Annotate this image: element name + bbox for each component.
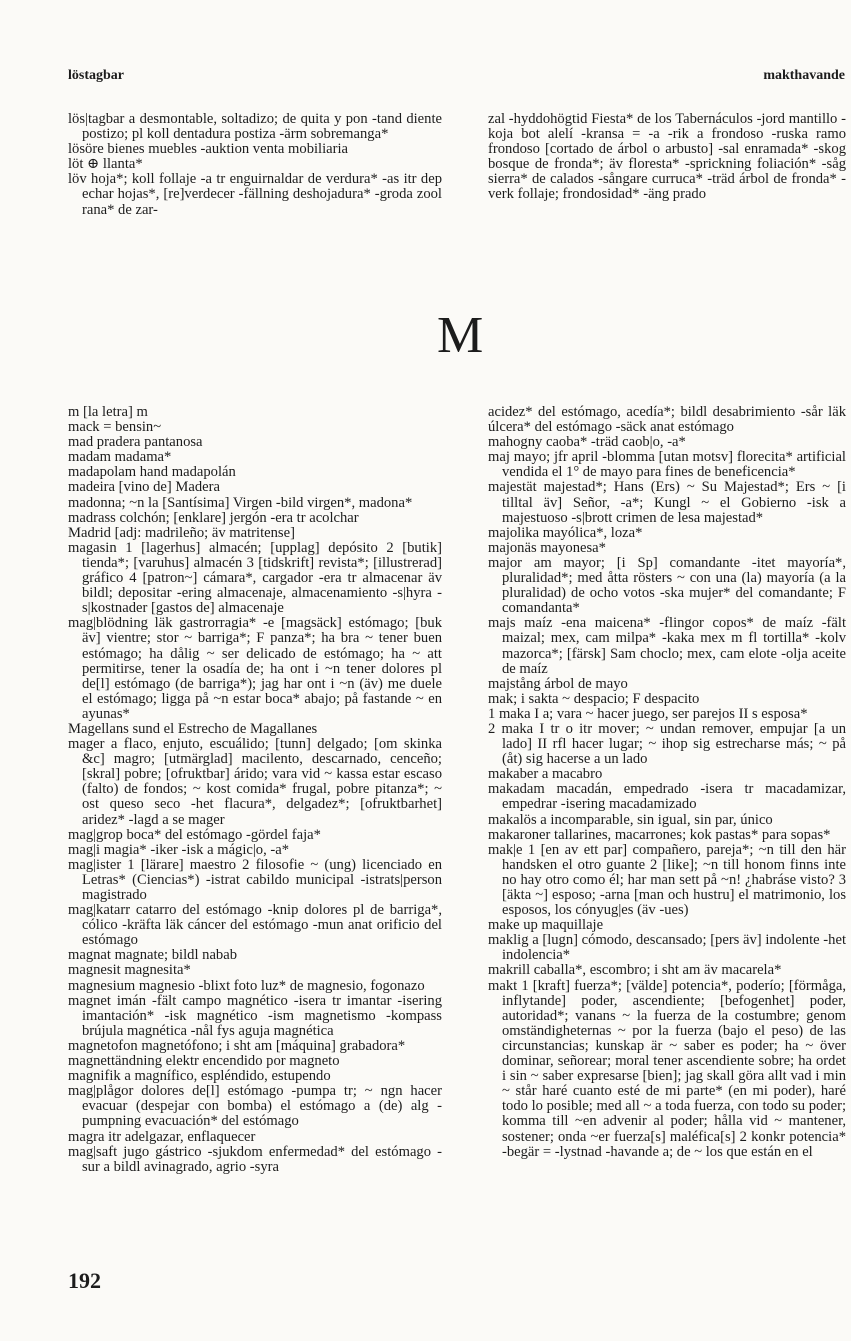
dictionary-entry: makadam macadán, empedrado -isera tr macadamizar, empedrar -isering macadamizado xyxy=(488,781,846,813)
dictionary-entry: mag|ister 1 [lärare] maestro 2 filosofie ~ (ung) licenciado en Letras* (Ciencias*) -istrat cabildo municipal -istrats|person magistrado xyxy=(68,856,442,903)
dictionary-entry: majonäs mayonesa* xyxy=(488,539,606,556)
dictionary-entry: magnetofon magnetófono; i sht am [máquina] grabadora* xyxy=(68,1037,406,1054)
dictionary-entry: makalös a incomparable, sin igual, sin par, único xyxy=(488,811,773,828)
dictionary-entry: magnat magnate; bildl nabab xyxy=(68,947,237,964)
dictionary-entry: magnifik a magnífico, espléndido, estupendo xyxy=(68,1068,331,1085)
dictionary-entry: majstång árbol de mayo xyxy=(488,675,628,692)
section-letter: M xyxy=(437,307,484,364)
dictionary-entry: majestät majestad*; Hans (Ers) ~ Su Majestad*; Ers ~ [i tilltal äv] Señor, -a*; Kungl ~ el Gobierno -isk a majestuoso -s|brott crimen de lesa majestad* xyxy=(488,479,846,526)
dictionary-entry: mager a flaco, enjuto, escuálido; [tunn] delgado; [om skinka &c] magro; [utmärglad] macilento, descarnado, cenceño; [skral] pobre; [ofruktbar] árido; vara vid ~ kassa estar escaso (falto) de fondos; ~ kost comida* frugal, pobre pitanza*; ~ ost queso seco -het flacura*, delgadez*; [ofruktbarhet] aridez* -lagd a se mager xyxy=(68,736,442,828)
dictionary-entry: Madrid [adj: madrileño; äv matritense] xyxy=(68,524,295,541)
dictionary-entry: magnet imán -fält campo magnético -isera tr imantar -isering imantación* -isk magnético -ism magnetismo -kompass brújula magnética -nål fys aguja magnética xyxy=(68,992,442,1039)
right-guide-word: makthavande xyxy=(763,68,845,83)
page-number: 192 xyxy=(68,1268,101,1293)
dictionary-entry: magasin 1 [lagerhus] almacén; [upplag] depósito 2 [butik] tienda*; [varuhus] almacén 3 [tidskrift] revista*; [illustrerad] gráfico 4 [patron~] cámara*, cargador -era tr almacenar äv bildl; depositar -ering almacenaje, almacenamiento -s|hyra -s|kostnader [gastos de] almacenaje xyxy=(68,539,442,617)
dictionary-entry: mack = bensin~ xyxy=(68,419,162,436)
dictionary-entry: maj mayo; jfr april -blomma [utan motsv] florecita* artificial vendida el 1° de mayo para fines de beneficencia* xyxy=(488,449,846,481)
dictionary-entry: löv hoja*; koll follaje -a tr enguirnaldar de verdura* -as itr dep echar hojas*, [re]verdecer -fällning deshojadura* -groda zool rana* de zar- xyxy=(68,171,442,218)
dictionary-entry: mag|katarr catarro del estómago -knip dolores pl de barriga*, cólico -kräfta läk cáncer del estómago -mun anat orificio del estómago xyxy=(68,902,442,949)
dictionary-entry: lösöre bienes muebles -auktion venta mobiliaria xyxy=(68,141,349,158)
dictionary-entry: 1 maka I a; vara ~ hacer juego, ser parejos II s esposa* xyxy=(488,705,808,722)
dictionary-entry: make up maquillaje xyxy=(488,917,604,934)
dictionary-entry: majs maíz -ena maicena* -flingor copos* de maíz -fält maizal; mex, cam milpa* -kaka mex m fl tortilla* -kolv mazorca*; [färsk] Sam choclo; mex, cam elote -olja aceite de maíz xyxy=(488,615,846,677)
dictionary-entry: mag|i magia* -iker -isk a mágic|o, -a* xyxy=(68,841,290,858)
dictionary-entry: mag|saft jugo gástrico -sjukdom enfermedad* del estómago -sur a bildl avinagrado, agrio -syra xyxy=(68,1143,442,1175)
dictionary-entry: mahogny caoba* -träd caob|o, -a* xyxy=(488,434,686,451)
dictionary-entry: mag|grop boca* del estómago -gördel faja* xyxy=(68,826,321,843)
dictionary-entry: mag|blödning läk gastrorragia* -e [magsäck] estómago; [buk äv] vientre; stor ~ barriga*; F panza*; ha bra ~ tener buen estómago; ha dålig ~ ser delicado de estómago; ha ~ att permitirse, tener la osadía de; ha ont i ~n tener dolores pl de[l] estómago (de barriga*); jag har ont i ~n (äv) me duele el estómago; ligga på ~n estar boca* abajo; på fastande ~ en ayunas* xyxy=(68,615,442,722)
dictionary-entry: majolika mayólica*, loza* xyxy=(488,524,643,541)
dictionary-entry: magra itr adelgazar, enflaquecer xyxy=(68,1128,256,1145)
dictionary-entry: magnesium magnesio -blixt foto luz* de magnesio, fogonazo xyxy=(68,977,425,994)
dictionary-entry: makaber a macabro xyxy=(488,766,603,783)
dictionary-entry: magnettändning elektr encendido por magneto xyxy=(68,1053,340,1070)
dictionary-entry: zal -hyddohögtid Fiesta* de los Tabernáculos -jord mantillo -koja bot alelí -kransa = -a -rik a frondoso -ruska ramo frondoso [cortado de árbol o arbusto] -sal enramada* -skog bosque de fronda*; äv floresta* -sprickning foliación* -såg sierra* de calados -sångare curruca* -träd árbol de fronda* -verk follaje; frondosidad* -äng prado xyxy=(488,111,846,203)
dictionary-entry: major am mayor; [i Sp] comandante -itet mayoría*, pluralidad*; med åtta rösters ~ con una (la) mayoría (a la pluralidad) de ocho votos -ska mujer* del comandante; F comandanta* xyxy=(488,554,846,617)
dictionary-entry: madam madama* xyxy=(68,449,172,466)
dictionary-entry: madeira [vino de] Madera xyxy=(68,479,220,496)
dictionary-entry: löt ⊕ llanta* xyxy=(68,156,143,173)
dictionary-entry: maklig a [lugn] cómodo, descansado; [pers äv] indolente -het indolencia* xyxy=(488,932,846,964)
dictionary-entry: lös|tagbar a desmontable, soltadizo; de quita y pon -tand diente postizo; pl koll dentadura postiza -ärm sobremanga* xyxy=(68,111,442,143)
dictionary-entry: makrill caballa*, escombro; i sht am äv macarela* xyxy=(488,962,782,979)
dictionary-entry: madrass colchón; [enklare] jergón -era tr acolchar xyxy=(68,509,359,526)
dictionary-entry: Magellans sund el Estrecho de Magallanes xyxy=(68,720,318,737)
dictionary-entry: acidez* del estómago, acedía*; bildl desabrimiento -sår läk úlcera* del estómago -säck anat estómago xyxy=(488,404,846,436)
upper-right-column xyxy=(488,112,846,203)
dictionary-entry: magnesit magnesita* xyxy=(68,962,191,979)
dictionary-entry: m [la letra] m xyxy=(68,404,148,420)
dictionary-entry: makt 1 [kraft] fuerza*; [välde] potencia*, poderío; [förmåga, inflytande] poder, ascendiente; [befogenhet] poder, autoridad*; vanans ~ la fuerza de la costumbre; genom omständigheternas ~ por la fuerza (bajo el peso) de las circunstancias; kunskap är ~ saber es poder; ha ~ över dominar, señorear; moral tener ascendiente sobre; ha ordet i sin ~ saber expresarse [bien]; jag skall göra allt vad i min ~ står haré cuanto esté de mi parte* (en mi poder), haré todo lo posible; med all ~ a toda fuerza, con todo su poder; komma till ~en advenir al poder; hålla vid ~ mantener, sostener; onda ~er fuerza[s] maléfica[s] 2 konkr potencia* -begär = -lystnad -havande a; de ~ los que están en el xyxy=(488,977,846,1160)
dictionary-entry: makaroner tallarines, macarrones; kok pastas* para sopas* xyxy=(488,826,831,843)
upper-left-column xyxy=(68,112,442,218)
dictionary-entry: madonna; ~n la [Santísima] Virgen -bild virgen*, madona* xyxy=(68,494,413,511)
dictionary-entry: 2 maka I tr o itr mover; ~ undan remover, empujar [a un lado] II rfl hacer lugar; ~ ihop sig estrecharse más; ~ på (åt) sig hacerse a un lado xyxy=(488,720,846,768)
left-guide-word: löstagbar xyxy=(68,68,124,83)
running-head xyxy=(68,68,845,86)
dictionary-entry: mak|e 1 [en av ett par] compañero, pareja*; ~n till den här handsken el otro guante 2 [like]; ~n till honom finns inte no hay otro como él; har man sett på ~n! ¿habráse visto? 3 [äkta ~] esposo; -arna [man och hustru] el matrimonio, los esposos, los cónyug|es (äv -ues) xyxy=(488,841,846,919)
dictionary-entry: mak; i sakta ~ despacio; F despacito xyxy=(488,690,700,707)
dictionary-entry: madapolam hand madapolán xyxy=(68,464,236,481)
dictionary-entry: mad pradera pantanosa xyxy=(68,434,203,451)
lower-left-column xyxy=(68,405,442,1175)
dictionary-entry: mag|plågor dolores de[l] estómago -pumpa tr; ~ ngn hacer evacuar (despejar con bomba) el estómago a (de) alg -pumpning evacuación* del estómago xyxy=(68,1083,442,1130)
lower-right-column xyxy=(488,405,846,1160)
